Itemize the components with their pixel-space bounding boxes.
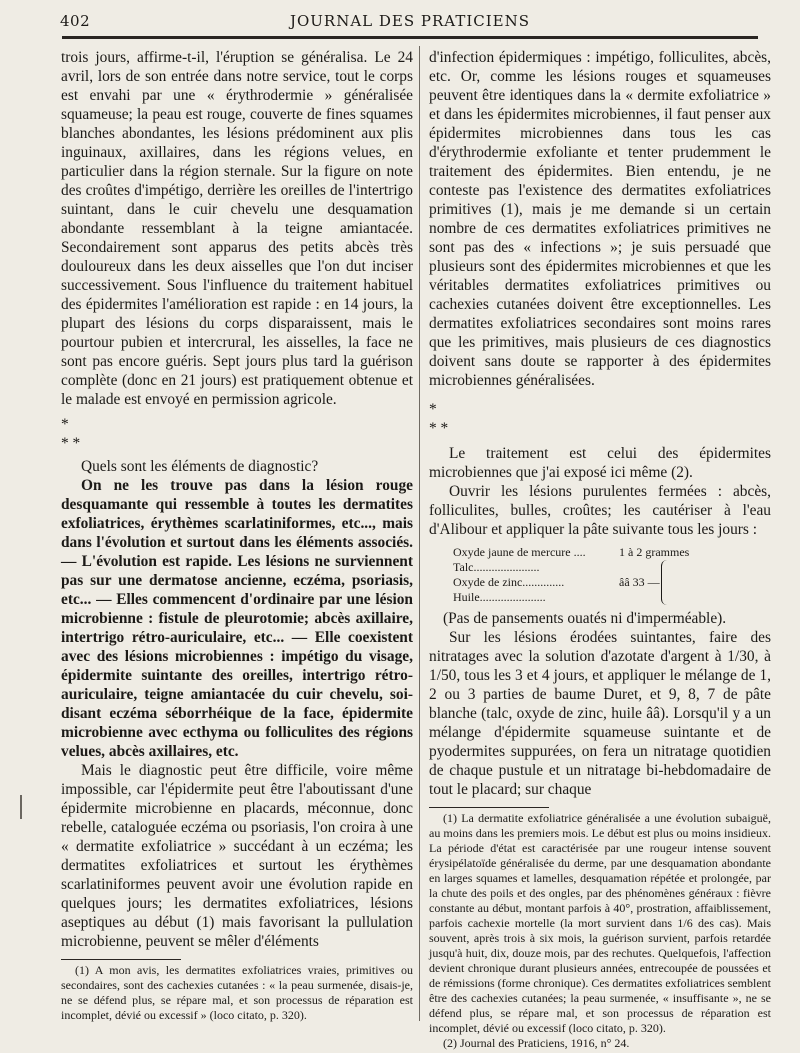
formula-row: Talc...................... bbox=[453, 560, 540, 574]
page-header bbox=[60, 12, 760, 38]
page-number: 402 bbox=[60, 12, 91, 30]
paragraph-infection: d'infection épidermiques : impétigo, folliculites, abcès, etc. Or, comme les lésions rouges et squameuses peuvent être identiques dans la « dermite exfoliatrice » et dans les épidermites microbiennes, il faut penser aux épidermites microbiennes dans tous les cas d'érythrodermie exfoliante et tenter prudemment le traitement des épidermites. Bien entendu, je ne conteste pas l'existence des dermatites exfoliatrices primitives (1), mais je me demande si un certain nombre de ces dermatites exfoliatrices primitives ne sont pas des « infections »; je suis persuadé que plusieurs sont des épidermites microbiennes et que les véritables dermatites exfoliatrices primitives ou cachexies cutanées doivent être exceptionnelles. Les dermatites exfoliatrices secondaires sont moins rares que les primitives, mais plusieurs de ces diagnostics doivent sans doute se rapporter à des épidermites microbiennes généralisées. bbox=[429, 49, 771, 389]
section-stars: * * * bbox=[61, 416, 81, 452]
footnote-right-2: (2) Journal des Praticiens, 1916, n° 24. bbox=[443, 1036, 630, 1050]
footnote-rule bbox=[61, 959, 181, 960]
section-stars: * * * bbox=[429, 401, 449, 437]
formula-row: Oxyde de zinc.............. ââ 33 — bbox=[453, 575, 660, 589]
margin-pencil-mark bbox=[20, 795, 22, 819]
paragraph-open-lesions: Ouvrir les lésions purulentes fermées : abcès, folliculites, bulles, croûtes; les cautériser à l'eau d'Alibour et appliquer la pâte suivante tous les jours : bbox=[429, 483, 771, 538]
footnote-left-1: (1) A mon avis, les dermatites exfoliatrices vraies, primitives ou secondaires, sont des cachexies cutanées : « la peau surmenée, disais-je, ne se défend plus, se répare mal, et son processus de réparation est incomplet, dévié ou excessif » (loco citato, p. 320). bbox=[61, 963, 413, 1022]
paragraph-difficult-diagnosis: Mais le diagnostic peut être difficile, voire même impossible, car l'épidermite peut être l'aboutissant d'une épidermite microbienne en placards, méconnue, donc rebelle, cataloguée eczéma ou psoriasis, l'on croira à une « dermatite exfoliatrice » succédant à un eczéma; les dermatites exfoliatrices et surtout les érythèmes scarlatiniformes peuvent avoir une évolution rapide en quelques jours; les dermatites exfoliatrices, lésions aseptiques au début (1) mais favorisant la pullulation microbienne, peuvent se mêler d'éléments bbox=[61, 762, 413, 950]
paragraph-treatment: Le traitement est celui des épidermites microbiennes que j'ai exposé ici même (2). bbox=[429, 445, 771, 481]
formula-row: Oxyde jaune de mercure .... 1 à 2 grammes bbox=[453, 545, 690, 559]
column-divider bbox=[419, 46, 420, 1021]
paragraph-nitratage: Sur les lésions érodées suintantes, faire des nitratages avec la solution d'azotate d'argent à 1/30, à 1/50, tous les 3 et 4 jours, et appliquer le mélange de 1, 2 ou 3 parties de baume Duret, et 9, 8, 7 de pâte blanche (talc, oxyde de zinc, huile ââ). Lorsqu'il y a un mélange d'épidermite squameuse suintante et de pyodermites suppurées, on fera un nitratage quotidien de chaque pustule et un nitratage bi-hebdomadaire de tout le placard; sur chaque bbox=[429, 629, 771, 798]
right-column bbox=[429, 48, 771, 1051]
header-rule bbox=[62, 36, 758, 39]
footnote-rule bbox=[429, 807, 549, 808]
left-column bbox=[61, 48, 413, 1023]
paragraph-diagnosis-elements: On ne les trouve pas dans la lésion rouge desquamante qui ressemble à toutes les dermatites exfoliatrices, érythèmes scarlatiniformes, etc..., mais dans l'évolution et surtout dans les éléments associés. — L'évolution est rapide. Les lésions ne surviennent pas sur une dermatose ancienne, eczéma, psoriasis, etc... — Elles commencent d'ordinaire par une lésion microbienne : fistule de pleurotomie; abcès axillaire, intertrigo rétro-auriculaire, etc... — Elle coexistent avec des lésions microbiennes : impétigo du visage, épidermite suintante des oreilles, intertrigo rétro-auriculaire, teigne amiantacée du cuir chevelu, soi-disant eczéma séborrhéique de la face, épidermite microbienne avec ecthyma ou folliculites des régions velues, abcès axillaires, etc. bbox=[61, 477, 413, 760]
running-title: JOURNAL DES PRATICIENS bbox=[289, 12, 531, 30]
right-footnotes bbox=[429, 807, 771, 1051]
prescription-formula bbox=[453, 545, 771, 605]
paragraph-case-description: trois jours, affirme-t-il, l'éruption se généralisa. Le 24 avril, lors de son entrée dans notre service, tout le corps est envahi par une « érythrodermie » généralisée squameuse; la peau est rouge, couverte de fines squames blanches abondantes, les lésions prédominent aux plis inguinaux, axillaires, dans les régions velues, en particulier dans la région sternale. Sur la figure on note des croûtes d'impétigo, derrière les oreilles de l'intertrigo suintant, dans le cuir chevelu une desquamation abondante ressemblant à la teigne amiantacée. Secondairement sont apparus des petits abcès très douloureux dans les deux aisselles que l'on dut inciser successivement. Sous l'influence du traitement habituel des épidermites l'amélioration est rapide : en 14 jours, la plupart des lésions du corps disparaissent, mais le pourtour pubien et intercrural, les aisselles, la face ne sont pas encore guéris. Sept jours plus tard la guérison complète (donc en 21 jours) est pratiquement obtenue et le malade est envoyé en permission agricole. bbox=[61, 49, 413, 408]
formula-note: (Pas de pansements ouatés ni d'imperméable). bbox=[443, 610, 727, 627]
formula-row: Huile...................... bbox=[453, 590, 546, 604]
diagnosis-question-heading: Quels sont les éléments de diagnostic? bbox=[81, 458, 319, 475]
footnote-right-1: (1) La dermatite exfoliatrice généralisée a une évolution subaiguë, au moins dans les premiers mois. Le début est plus ou moins insidieux. La période d'état est caractérisée par une rougeur intense souvent érysipélatoïde généralisée du derme, par une desquamation abondante en larges squames et lamelles, desquamation répétée et prolongée, par la chute des poils et des ongles, par des phénomènes généraux : fièvre constante au début, montant parfois à 40°, prostration, affaiblissement, parfois cachexie mortelle (la mort survient dans 1/6 des cas). Mais souvent, après trois à six mois, la guérison survient, parfois retardée jusqu'à huit, dix, douze mois, par des rechutes. Quelquefois, l'affection devient chronique durant plusieurs années, entrecoupée de poussées et de rémissions (forme chronique). Ces dermatites exfoliatrices semblent être des cachexies cutanées; la peau surmenée, « insuffisante », ne se défend plus, se répare mal, et son processus de réparation est incomplet, dévié ou excessif (loco citato, p. 320). bbox=[429, 811, 771, 1035]
left-footnotes bbox=[61, 959, 413, 1023]
formula-brace bbox=[661, 560, 668, 605]
